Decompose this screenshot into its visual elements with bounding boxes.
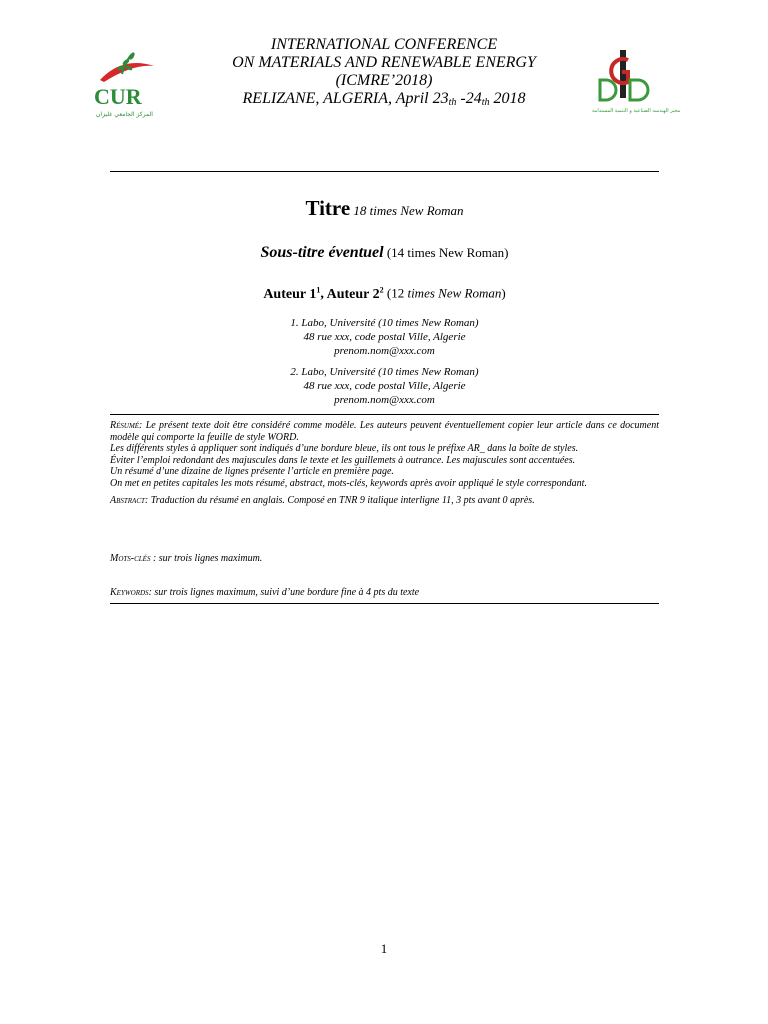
svg-text:CUR: CUR (94, 84, 142, 109)
cur-logo (92, 46, 162, 118)
mots-cles-label: Mots-clés (110, 553, 151, 564)
subtitle-note: (14 times New Roman) (383, 245, 509, 260)
svg-text:مخبر الهندسة الصناعية و التنمي: مخبر الهندسة الصناعية و التنمية المستدامة (592, 108, 681, 114)
paper-title (110, 196, 659, 221)
keywords-label: Keywords (110, 587, 149, 598)
svg-text:المركز الجامعي غليزان: المركز الجامعي غليزان (96, 111, 153, 118)
title-text: Titre (305, 196, 351, 220)
page-number: 1 (380, 941, 388, 956)
laboratory-logo (592, 46, 681, 118)
keywords-bottom-divider (110, 603, 659, 604)
title-note: 18 times New Roman (350, 203, 464, 218)
mots-cles-line: Mots-clés : sur trois lignes maximum. (110, 553, 263, 564)
abstract-top-divider (110, 414, 659, 415)
resume-label: Résumé (110, 420, 140, 431)
conference-acronym: (ICMRE’2018) (335, 72, 433, 89)
author-2: Auteur $2^2$ (326, 285, 384, 302)
abstract-paragraph: Abstract: Traduction du résumé en anglais. Composé en TNR 9 italique interligne 11, 3 pts avant 0 après. (110, 495, 535, 506)
conference-title-line-1: INTERNATIONAL CONFERENCE (270, 36, 498, 53)
conference-header (175, 36, 593, 112)
paper-subtitle (110, 244, 659, 262)
abstract-label: Abstract (110, 495, 145, 506)
lab-emblem-icon (592, 46, 681, 118)
resume-block: Résumé: Le présent texte doit être considéré comme modèle. Les auteurs peuvent éventuellement copier leur article dans ce document modèle qui comporte la feuille de style WORD. Les différents styles à appliquer sont indiqués d’une bordure bleue, ils ont tous le préfixe AR_ dans la boîte de styles. Éviter l’emploi redondant des majuscules dans le texte et les guillemets à outrance. Les majuscules sont accentuées. Un résumé d’une dizaine de lignes présente l’article en première page. On met en petites capitales les mots résumé, abstract, mots-clés, keywords après avoir appliqué le style correspondant. Abstract: Traduction du résumé en anglais. Composé en TNR 9 italique interligne 11, 3 pts avant 0 après. (110, 420, 659, 506)
affiliation-2: 2. Labo, Université (10 times New Roman) 48 rue xxx, code postal Ville, Algerie prenom.nom@xxx.com (110, 365, 659, 407)
authors-line: Auteur $1^1$, Auteur $2^2$ (12 times New Roman) (263, 285, 506, 302)
affiliation-email: prenom.nom@xxx.com (334, 345, 435, 357)
conference-title-line-2: ON MATERIALS AND RENEWABLE ENERGY (232, 54, 536, 71)
conference-location-date: RELIZANE, ALGERIA, April $23_{th}$ $-24_{th}$ 2018 (242, 90, 526, 108)
affiliation-1: 1. Labo, Université (10 times New Roman) 48 rue xxx, code postal Ville, Algerie prenom.nom@xxx.com (110, 316, 659, 358)
affiliation-email: prenom.nom@xxx.com (334, 394, 435, 406)
authors-note: (12 times New Roman) (383, 285, 506, 301)
header-divider (110, 171, 659, 172)
keywords-line: Keywords: sur trois lignes maximum, suivi d’une bordure fine à 4 pts du texte (110, 587, 420, 598)
leaf-emblem-icon (92, 46, 162, 118)
author-1: Auteur $1^1$ (263, 285, 321, 302)
subtitle-text: Sous-titre éventuel (260, 244, 384, 261)
